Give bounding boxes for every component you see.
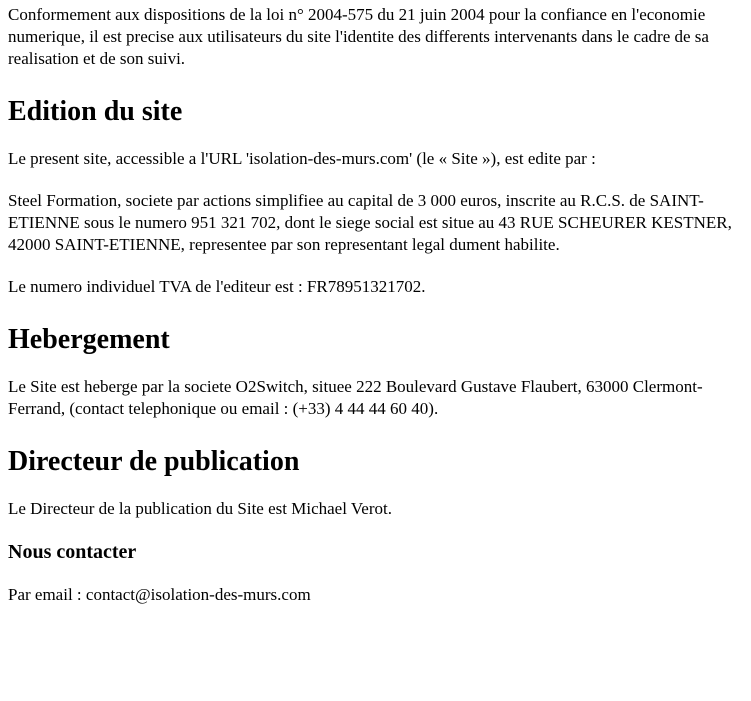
hebergement-paragraph: Le Site est heberge par la societe O2Switch, situee 222 Boulevard Gustave Flaubert, 63000 Clermont-Ferrand, (contact telephonique ou email : (+33) 4 44 44 60 40).: [8, 377, 703, 418]
edition-url-paragraph: Le present site, accessible a l'URL 'isolation-des-murs.com' (le « Site »), est edite par :: [8, 149, 596, 168]
directeur-heading: Directeur de publication: [8, 446, 300, 477]
edition-heading: Edition du site: [8, 96, 183, 127]
hebergement-heading: Hebergement: [8, 324, 170, 355]
directeur-paragraph: Le Directeur de la publication du Site est Michael Verot.: [8, 499, 392, 518]
section-edition: [8, 96, 743, 298]
edition-company-paragraph: Steel Formation, societe par actions simplifiee au capital de 3 000 euros, inscrite au R.C.S. de SAINT-ETIENNE sous le numero 951 321 702, dont le siege social est situe au 43 RUE SCHEURER KESTNER, 42000 SAINT-ETIENNE, representee par son representant legal dument habilite.: [8, 191, 732, 254]
edition-vat-paragraph: Le numero individuel TVA de l'editeur est : FR78951321702.: [8, 277, 426, 296]
section-hebergement: [8, 324, 743, 420]
contact-email-paragraph: Par email : contact@isolation-des-murs.com: [8, 585, 311, 604]
contact-heading: Nous contacter: [8, 541, 137, 563]
section-directeur: [8, 446, 743, 520]
intro-paragraph: Conformement aux dispositions de la loi n° 2004-575 du 21 juin 2004 pour la confiance en l'economie numerique, il est precise aux utilisateurs du site l'identite des differents intervenants dans le cadre de sa realisation et de son suivi.: [8, 5, 709, 68]
section-contact: [8, 540, 743, 606]
